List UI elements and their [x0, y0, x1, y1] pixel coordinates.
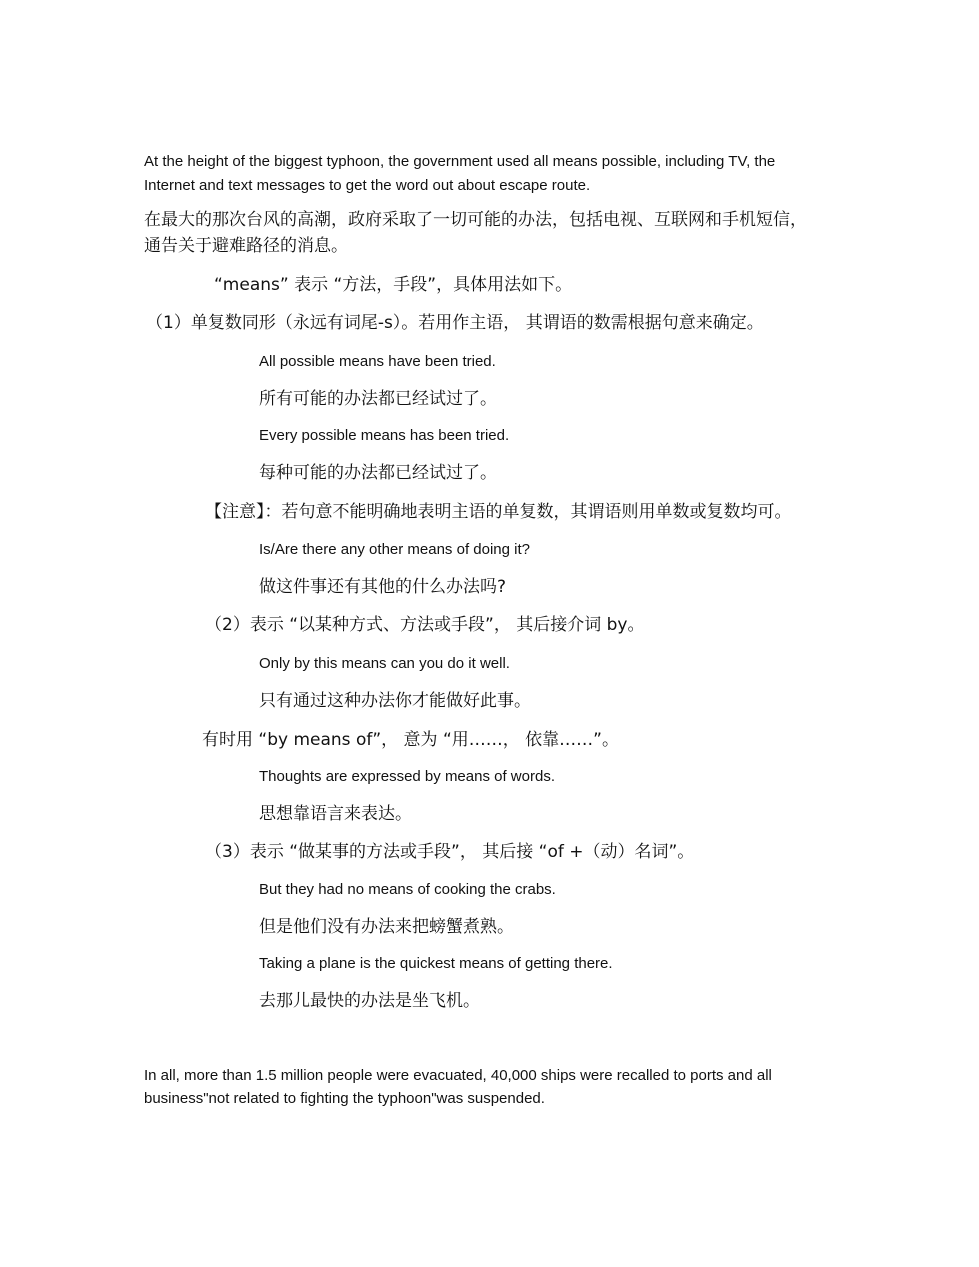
example-4-zh: 只有通过这种办法你才能做好此事。	[259, 691, 531, 711]
example-4-en: Only by this means can you do it well.	[259, 655, 510, 672]
intro-zh-line-2: 通告关于避难路径的消息。	[144, 236, 348, 256]
sometimes-note: 有时用 “by means of”， 意为 “用……， 依靠……”。	[202, 730, 619, 750]
point-3: （3）表示 “做某事的方法或手段”， 其后接 “of +（动）名词”。	[205, 842, 695, 862]
example-6-en: But they had no means of cooking the crabs.	[259, 881, 556, 898]
point-2: （2）表示 “以某种方式、方法或手段”， 其后接介词 by。	[205, 615, 645, 635]
example-1-zh: 所有可能的办法都已经试过了。	[259, 389, 497, 409]
point-1: （1）单复数同形（永远有词尾-s）。若用作主语， 其谓语的数需根据句意来确定。	[146, 313, 764, 333]
example-2-en: Every possible means has been tried.	[259, 427, 510, 444]
example-7-en: Taking a plane is the quickest means of getting there.	[259, 955, 613, 972]
example-7-zh: 去那儿最快的办法是坐飞机。	[259, 991, 480, 1011]
closing-line-1: In all, more than 1.5 million people were evacuated, 40,000 ships were recalled to ports and all	[144, 1067, 772, 1084]
example-1-en: All possible means have been tried.	[259, 353, 496, 370]
notes-heading: “means” 表示 “方法，手段”，具体用法如下。	[214, 275, 573, 295]
intro-zh-line-1: 在最大的那次台风的高潮，政府采取了一切可能的办法，包括电视、互联网和手机短信，	[144, 210, 807, 230]
example-6-zh: 但是他们没有办法来把螃蟹煮熟。	[259, 917, 514, 937]
intro-en-line-2: Internet and text messages to get the word out about escape route.	[144, 177, 591, 194]
intro-en-line-1: At the height of the biggest typhoon, the government used all means possible, including TV, the	[144, 153, 776, 170]
example-2-zh: 每种可能的办法都已经试过了。	[259, 463, 497, 483]
example-3-en: Is/Are there any other means of doing it?	[259, 541, 530, 558]
example-3-zh: 做这件事还有其他的什么办法吗?	[259, 577, 507, 597]
example-5-zh: 思想靠语言来表达。	[259, 804, 412, 824]
example-5-en: Thoughts are expressed by means of words.	[259, 768, 555, 785]
caution-note: 【注意】：若句意不能明确地表明主语的单复数，其谓语则用单数或复数均可。	[205, 502, 792, 522]
closing-line-2: business"not related to fighting the typhoon"was suspended.	[144, 1090, 545, 1107]
